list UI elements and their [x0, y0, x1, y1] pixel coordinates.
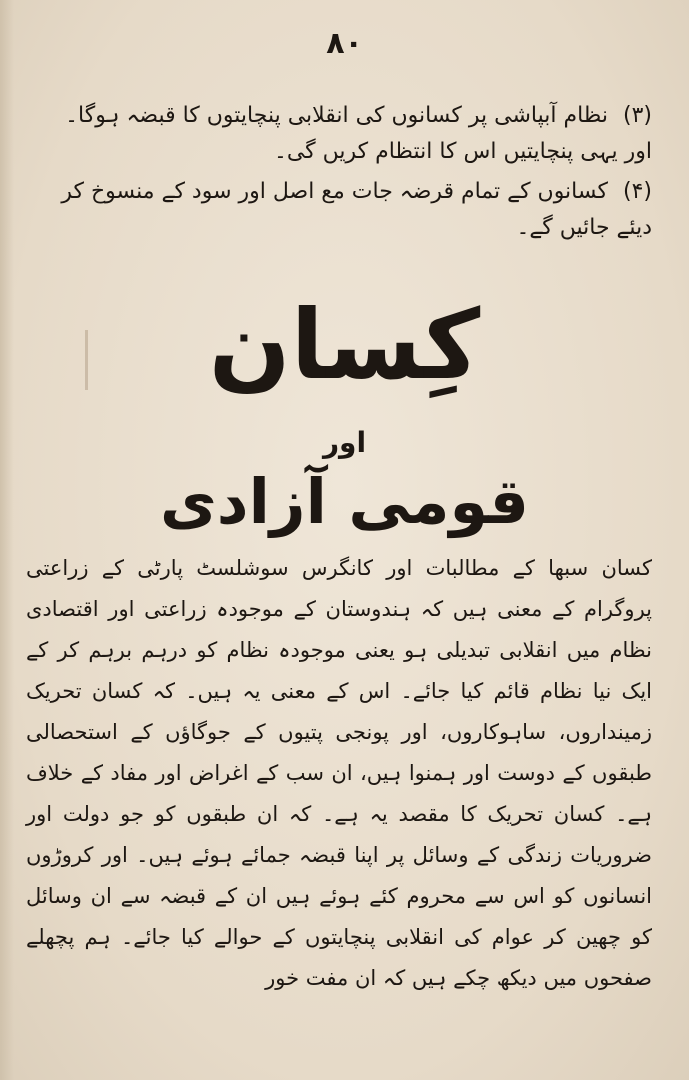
chapter-title-connector: اور	[322, 426, 367, 459]
page-number: ۸۰	[326, 26, 363, 61]
list-item	[40, 174, 652, 246]
item-number: (۴)	[622, 179, 652, 204]
numbered-items	[40, 98, 652, 250]
body-paragraph: کسان سبھا کے مطالبات اور کانگرس سوشلسٹ پارٹی کے زراعتی پروگرام کے معنی ہیں کہ ہندوستان کے موجودہ زراعتی اور اقتصادی نظام میں انقلابی تبدیلی ہو یعنی موجودہ نظام کو درہم برہم کر کے ایک نیا نظام قائم کیا جائے۔ اس کے معنی یہ ہیں۔ کہ کسان تحریک زمینداروں، ساہوکاروں، اور پونجی پتیوں کے جوگاؤں کے استحصالی طبقوں کے دوست اور ہمنوا ہیں، ان سب کے اغراض اور مفاد کے خلاف ہے۔ کسان تحریک کا مقصد یہ ہے۔ کہ ان طبقوں کو جو دولت اور ضروریات زندگی کے وسائل پر اپنا قبضہ جمائے ہوئے ہیں۔ اور کروڑوں انسانوں کو اس سے محروم کئے ہوئے ہیں ان کے قبضہ سے ان وسائل کو چھین کر عوام کی انقلابی پنچایتوں کے حوالے کیا جائے۔ ہم پچھلے صفحوں میں دیکھ چکے ہیں کہ ان مفت خور	[26, 556, 652, 990]
item-number: (۳)	[622, 103, 652, 128]
item-text: نظام آبپاشی پر کسانوں کی انقلابی پنچایتوں کا قبضہ ہوگا۔ اور یہی پنچایتیں اس کا انتظام کریں گی۔	[65, 103, 652, 164]
chapter-subtitle: قومی آزادی	[159, 465, 529, 538]
list-item	[40, 98, 652, 170]
item-text: کسانوں کے تمام قرضہ جات مع اصل اور سود کے منسوخ کر دیئے جائیں گے۔	[61, 179, 652, 240]
chapter-title: کِسان	[208, 289, 481, 401]
